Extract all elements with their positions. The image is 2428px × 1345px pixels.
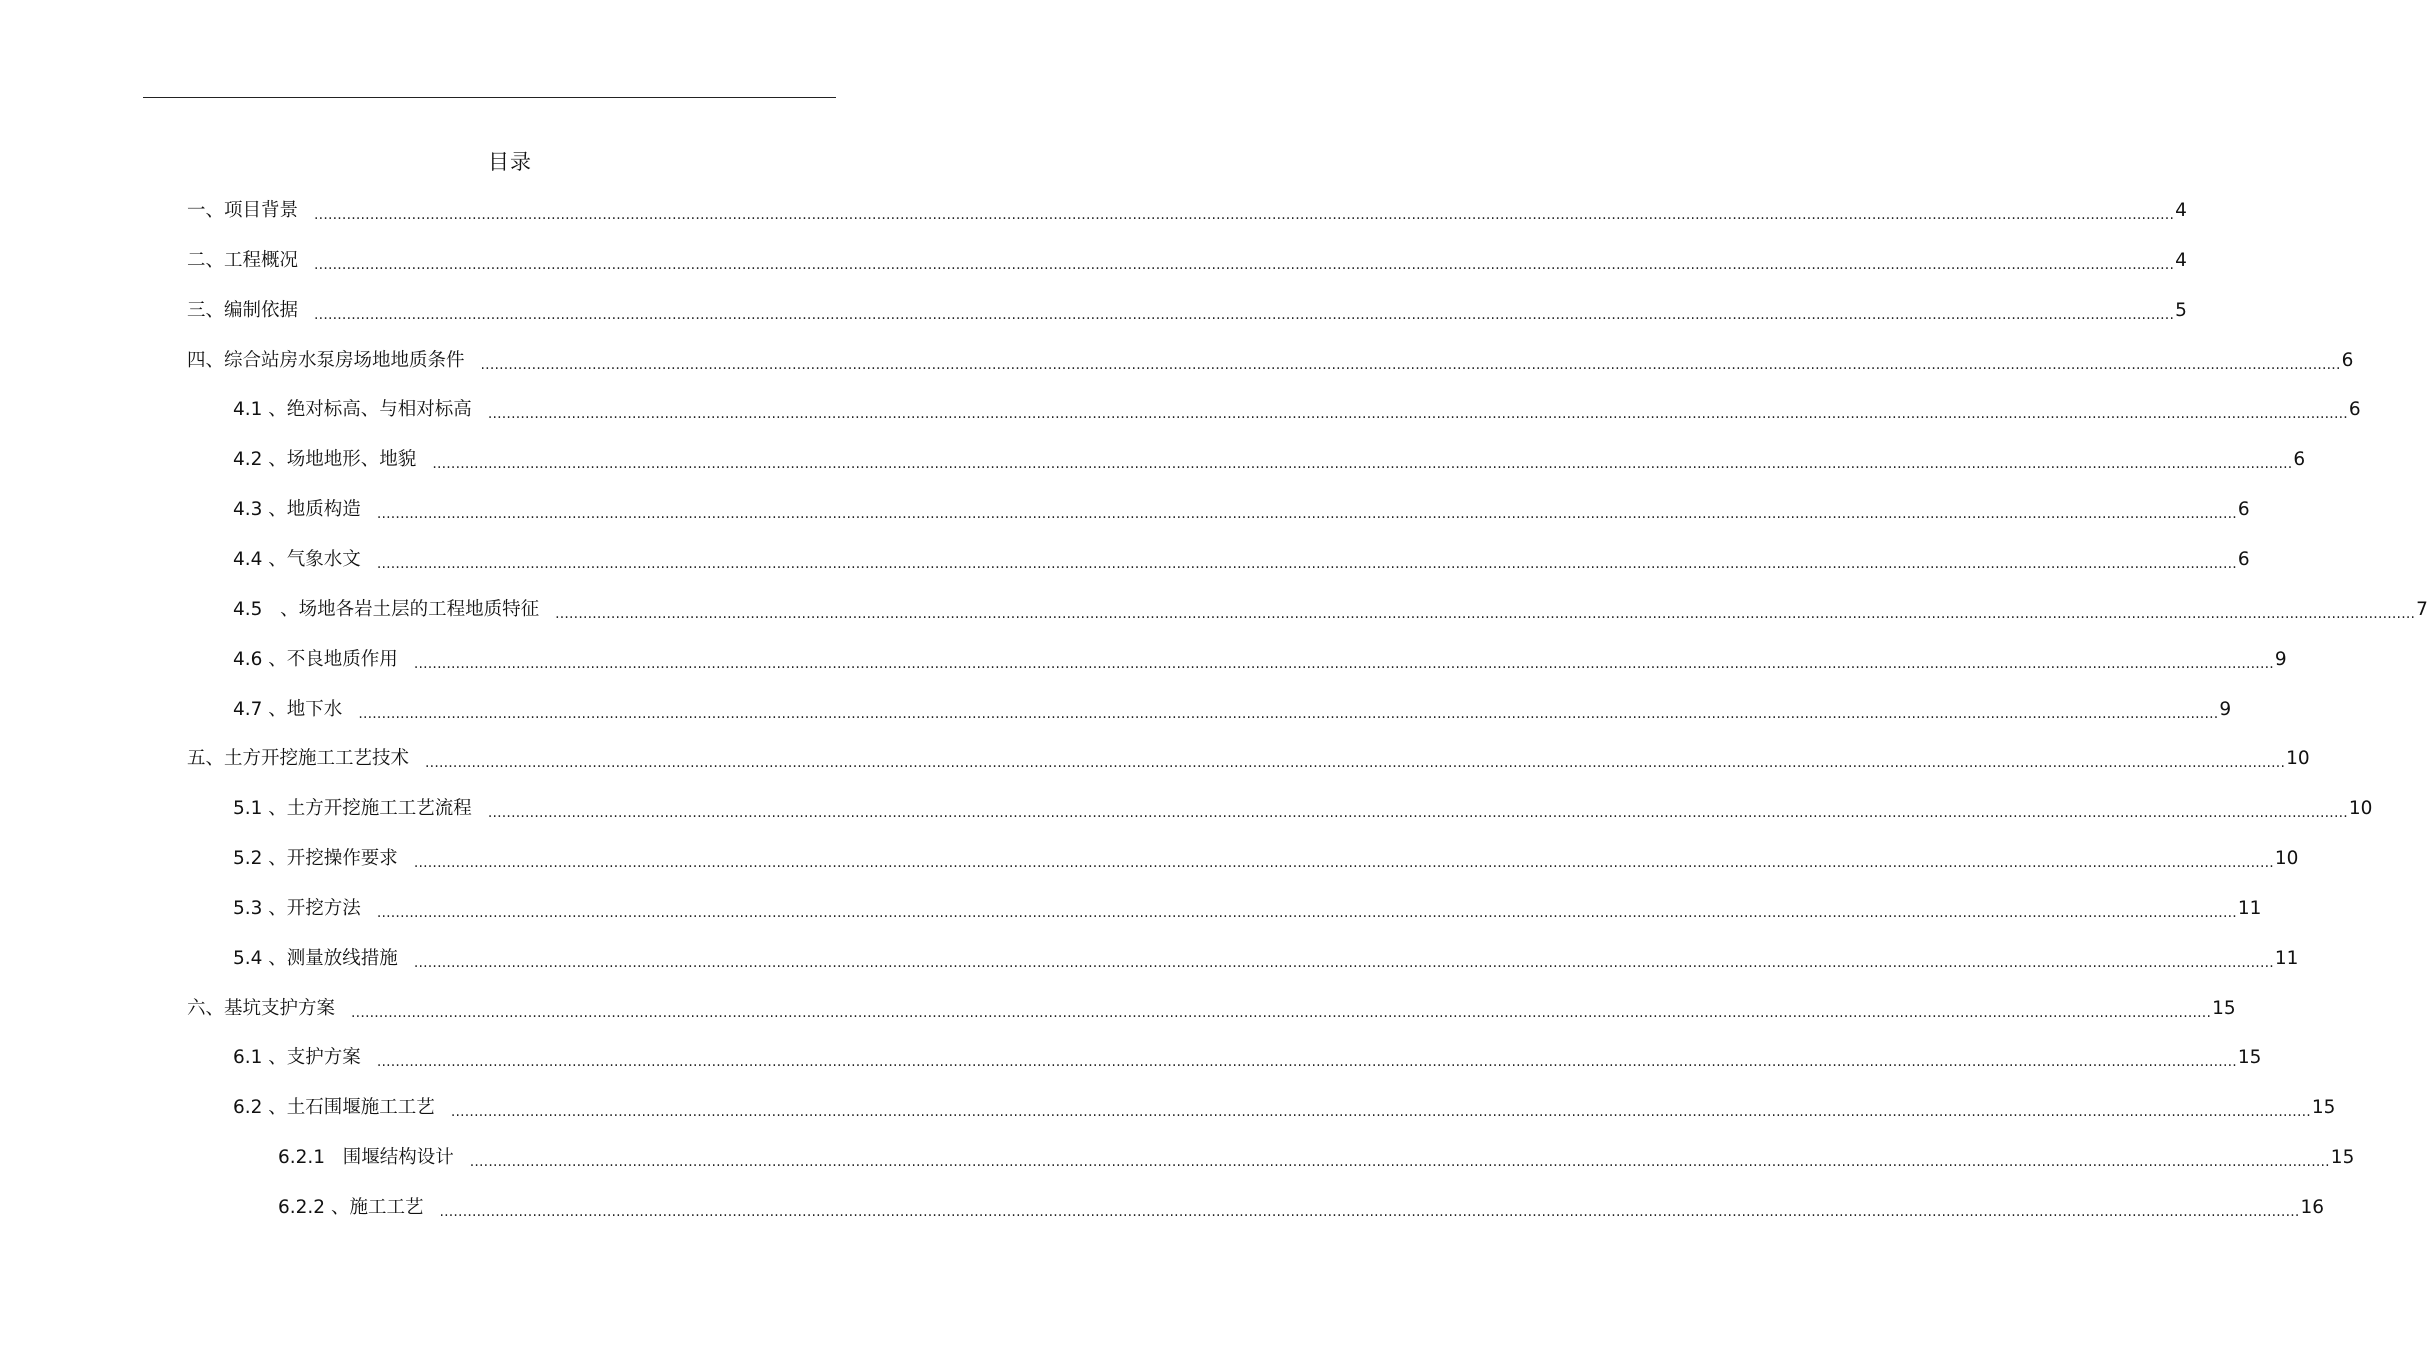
toc-entry[interactable] [233, 547, 2250, 573]
page-title: 目录 [488, 150, 532, 174]
toc-page-number: 9 [2274, 649, 2287, 670]
toc-page-number: 6 [2293, 449, 2306, 470]
toc-dot-leader: ................................................................................................................................................................................................................................................................................................................................................................................................................ [480, 357, 2341, 373]
toc-dot-leader: ................................................................................................................................................................................................................................................................................................................................................................................................................ [351, 1005, 2212, 1021]
toc-entry-label: 4.1 、绝对标高、与相对标高 [233, 399, 472, 420]
toc-page-number: 4 [2175, 250, 2187, 271]
top-rule [143, 97, 836, 98]
toc-entry-label: 五、土方开挖施工工艺技术 [187, 748, 410, 769]
toc-entry[interactable] [233, 846, 2299, 872]
toc-page-number: 16 [2300, 1197, 2325, 1218]
toc-entry[interactable] [233, 447, 2306, 473]
toc-dot-leader: ................................................................................................................................................................................................................................................................................................................................................................................................................ [450, 1104, 2311, 1120]
toc-entry[interactable] [233, 796, 2373, 822]
toc-dot-leader: ................................................................................................................................................................................................................................................................................................................................................................................................................ [413, 955, 2274, 971]
toc-entry[interactable] [233, 697, 2232, 723]
toc-entry-label: 4.7 、地下水 [233, 699, 343, 720]
toc-entry-label: 5.2 、开挖操作要求 [233, 848, 398, 869]
toc-entry[interactable] [187, 248, 2187, 274]
toc-page-number: 10 [2274, 848, 2299, 869]
toc-page-number: 15 [2311, 1097, 2336, 1118]
toc-entry-label: 三、编制依据 [187, 300, 299, 321]
toc-entry[interactable] [233, 647, 2287, 673]
toc-dot-leader: ................................................................................................................................................................................................................................................................................................................................................................................................................ [413, 656, 2274, 672]
toc-entry[interactable] [233, 946, 2299, 972]
toc-entry-label: 六、基坑支护方案 [187, 998, 336, 1019]
toc-entry-label: 5.3 、开挖方法 [233, 898, 361, 919]
toc-entry[interactable] [233, 896, 2262, 922]
toc-dot-leader: ................................................................................................................................................................................................................................................................................................................................................................................................................ [439, 1204, 2300, 1220]
toc-dot-leader: ................................................................................................................................................................................................................................................................................................................................................................................................................ [555, 606, 2416, 622]
toc-entry[interactable] [187, 348, 2354, 374]
toc-entry-label: 一、项目背景 [187, 200, 299, 221]
toc-dot-leader: ................................................................................................................................................................................................................................................................................................................................................................................................................ [376, 556, 2237, 572]
toc-page-number: 5 [2175, 300, 2187, 321]
toc-entry[interactable] [278, 1195, 2325, 1221]
toc-page-number: 15 [2212, 998, 2236, 1019]
toc-entry[interactable] [278, 1145, 2355, 1171]
toc-entry[interactable] [187, 298, 2187, 324]
toc-dot-leader: ................................................................................................................................................................................................................................................................................................................................................................................................................ [432, 456, 2293, 472]
toc-entry-label: 6.1 、支护方案 [233, 1047, 361, 1068]
toc-entry-label: 4.6 、不良地质作用 [233, 649, 398, 670]
toc-page-number: 6 [2237, 549, 2250, 570]
toc-dot-leader: ................................................................................................................................................................................................................................................................................................................................................................................................................ [413, 855, 2274, 871]
toc-dot-leader: ................................................................................................................................................................................................................................................................................................................................................................................................................ [314, 207, 2175, 223]
toc-page-number: 4 [2175, 200, 2187, 221]
toc-dot-leader: ................................................................................................................................................................................................................................................................................................................................................................................................................ [358, 706, 2219, 722]
toc-page-number: 6 [2237, 499, 2250, 520]
toc-entry[interactable] [233, 597, 2428, 623]
toc-page-number: 15 [2330, 1147, 2355, 1168]
toc-dot-leader: ................................................................................................................................................................................................................................................................................................................................................................................................................ [376, 1054, 2237, 1070]
toc-entry-label: 6.2.2 、施工工艺 [278, 1197, 424, 1218]
toc-entry-label: 4.4 、气象水文 [233, 549, 361, 570]
toc-dot-leader: ................................................................................................................................................................................................................................................................................................................................................................................................................ [469, 1154, 2330, 1170]
toc-entry-label: 二、工程概况 [187, 250, 299, 271]
toc-entry-label: 四、综合站房水泵房场地地质条件 [187, 350, 465, 371]
toc-dot-leader: ................................................................................................................................................................................................................................................................................................................................................................................................................ [376, 905, 2237, 921]
toc-entry-label: 5.1 、土方开挖施工工艺流程 [233, 798, 472, 819]
toc-page-number: 10 [2286, 748, 2310, 769]
toc-page-number: 6 [2348, 399, 2361, 420]
toc-entry-label: 4.2 、场地地形、地貌 [233, 449, 417, 470]
toc-entry-label: 6.2.1 围堰结构设计 [278, 1147, 454, 1168]
toc-dot-leader: ................................................................................................................................................................................................................................................................................................................................................................................................................ [487, 805, 2348, 821]
toc-page-number: 15 [2237, 1047, 2262, 1068]
toc-entry[interactable] [187, 996, 2236, 1022]
toc-page-number: 11 [2274, 948, 2299, 969]
toc-page-number: 9 [2219, 699, 2232, 720]
toc-entry[interactable] [187, 746, 2310, 772]
toc-page-number: 11 [2237, 898, 2262, 919]
toc-dot-leader: ................................................................................................................................................................................................................................................................................................................................................................................................................ [425, 755, 2286, 771]
toc-entry[interactable] [233, 1045, 2262, 1071]
toc-dot-leader: ................................................................................................................................................................................................................................................................................................................................................................................................................ [376, 506, 2237, 522]
toc-entry[interactable] [187, 198, 2187, 224]
toc-dot-leader: ................................................................................................................................................................................................................................................................................................................................................................................................................ [487, 406, 2348, 422]
toc-entry[interactable] [233, 397, 2361, 423]
toc-page-number: 6 [2341, 350, 2354, 371]
toc-entry-label: 6.2 、土石围堰施工工艺 [233, 1097, 435, 1118]
toc-entry-label: 5.4 、测量放线措施 [233, 948, 398, 969]
toc-page-number: 7 [2416, 599, 2428, 620]
toc-page-number: 10 [2348, 798, 2373, 819]
toc-entry[interactable] [233, 497, 2250, 523]
toc-entry[interactable] [233, 1095, 2336, 1121]
toc-entry-label: 4.5 、场地各岩土层的工程地质特征 [233, 599, 540, 620]
toc-dot-leader: ................................................................................................................................................................................................................................................................................................................................................................................................................ [314, 307, 2175, 323]
toc-dot-leader: ................................................................................................................................................................................................................................................................................................................................................................................................................ [314, 257, 2175, 273]
toc-entry-label: 4.3 、地质构造 [233, 499, 361, 520]
